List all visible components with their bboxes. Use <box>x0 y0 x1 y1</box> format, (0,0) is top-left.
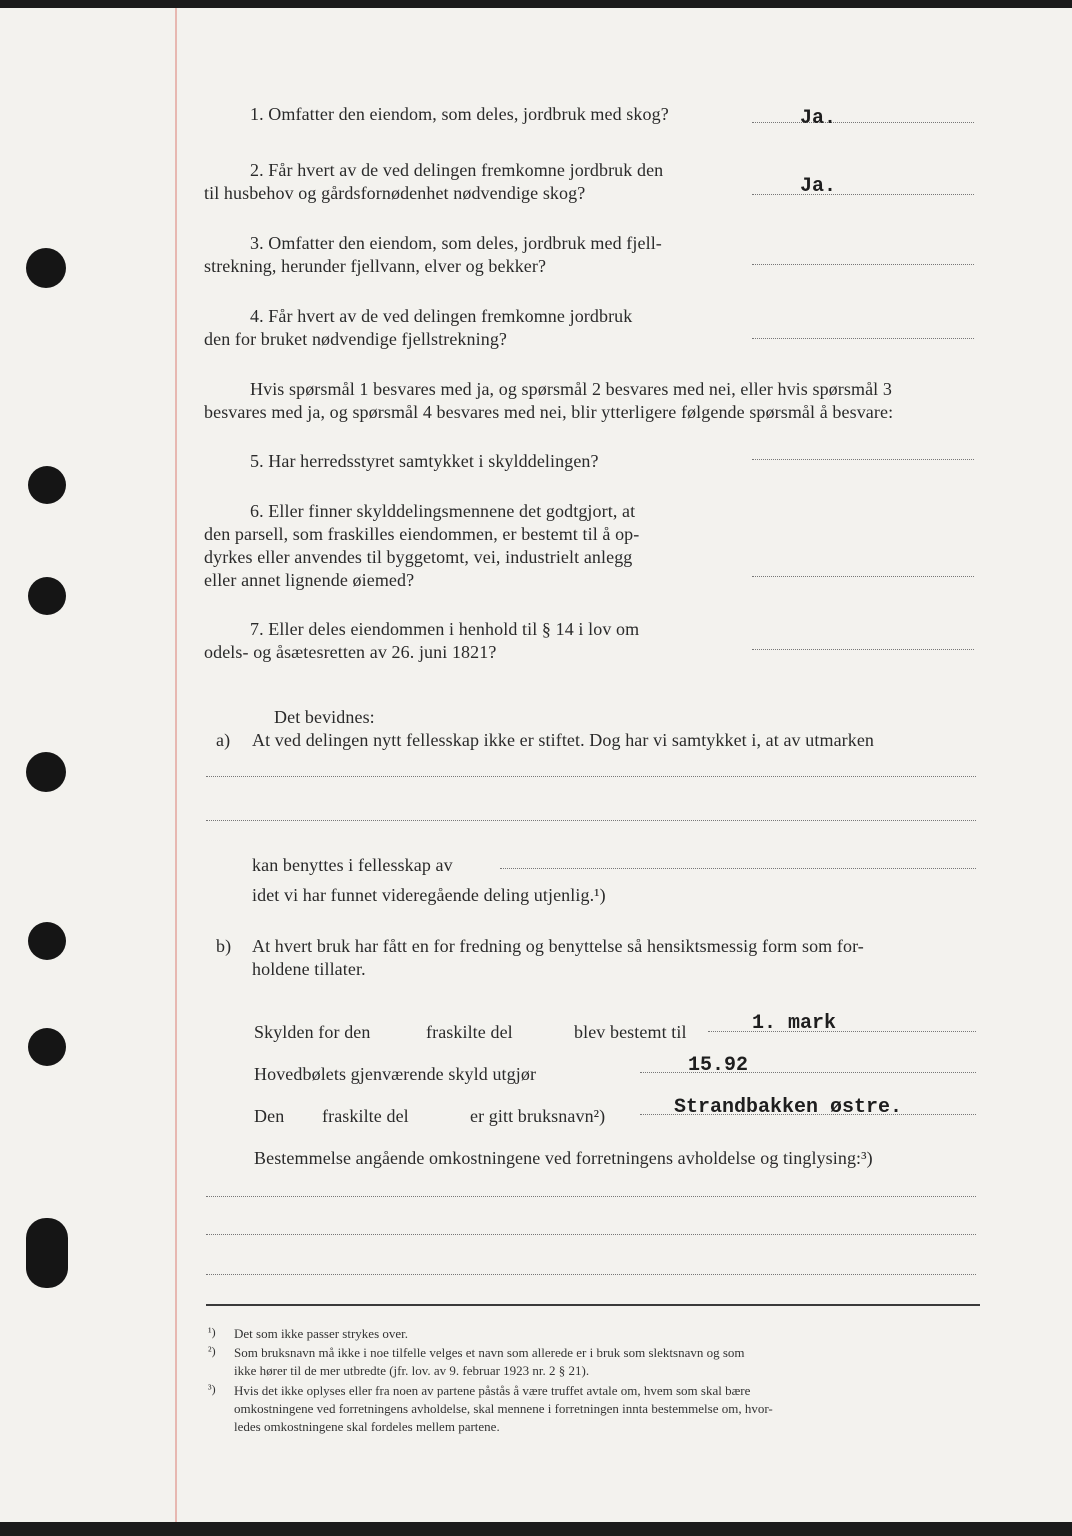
fill-line <box>500 868 976 869</box>
attestation-b-text-2: holdene tillater. <box>252 959 366 979</box>
question-3-line-1: 3. Omfatter den eiendom, som deles, jordbruk med fjell- <box>250 233 662 253</box>
fill-line <box>206 776 976 777</box>
question-2-line-2: til husbehov og gårdsfornødenhet nødvendige skog? <box>204 183 586 203</box>
fill-line <box>206 1274 976 1275</box>
question-4-line-1: 4. Får hvert av de ved delingen fremkomne jordbruk <box>250 306 633 326</box>
margin-line <box>175 8 177 1522</box>
fill-line <box>708 1031 976 1032</box>
punch-hole <box>28 1028 66 1066</box>
answer-line <box>752 264 974 265</box>
answer-line <box>752 576 974 577</box>
answer-line <box>752 338 974 339</box>
punch-hole <box>28 466 66 504</box>
fill-line <box>206 1234 976 1235</box>
question-5: 5. Har herredsstyret samtykket i skylddelingen? <box>250 451 599 471</box>
question-6-line-1: 6. Eller finner skylddelingsmennene det godtgjort, at <box>250 501 636 521</box>
attestation-heading: Det bevidnes: <box>274 707 375 727</box>
navn-label-1: Den <box>254 1106 285 1126</box>
attestation-a-label: a) <box>216 730 231 750</box>
fill-line <box>206 1196 976 1197</box>
footnote-3-line-3: ledes omkostningene skal fordeles mellem partene. <box>234 1419 500 1434</box>
footnote-mark-2: ²) <box>208 1344 216 1358</box>
question-3-line-2: strekning, herunder fjellvann, elver og bekker? <box>204 256 547 276</box>
footnote-mark-3: ³) <box>208 1382 216 1396</box>
skyld-label-2: fraskilte del <box>426 1022 513 1042</box>
bestemmelse-label: Bestemmelse angående omkostningene ved forretningens avholdelse og tinglysing:³) <box>254 1148 873 1168</box>
question-6-line-4: eller annet lignende øiemed? <box>204 570 415 590</box>
footnote-3-line-1: Hvis det ikke oplyses eller fra noen av partene påstås å være truffet avtale om, hvem som skal bære <box>234 1383 751 1398</box>
attestation-a-text: At ved delingen nytt fellesskap ikke er stiftet. Dog har vi samtykket i, at av utmarken <box>252 730 875 750</box>
question-4-line-2: den for bruket nødvendige fjellstrekning? <box>204 329 508 349</box>
footnote-3-line-2: omkostningene ved forretningens avholdelse, skal mennene i forretningen innta bestemmelse om, hvor- <box>234 1401 773 1416</box>
answer-line <box>752 122 974 123</box>
punch-hole <box>28 577 66 615</box>
question-7-line-1: 7. Eller deles eiendommen i henhold til § 14 i lov om <box>250 619 640 639</box>
navn-value: Strandbakken østre. <box>674 1096 903 1119</box>
conditional-text-line-1: Hvis spørsmål 1 besvares med ja, og spørsmål 2 besvares med nei, eller hvis spørsmål 3 <box>250 379 892 399</box>
navn-label-2: fraskilte del <box>322 1106 409 1126</box>
answer-line <box>752 194 974 195</box>
footnote-2-line-1: Som bruksnavn må ikke i noe tilfelle velges et navn som allerede er i bruk som slektsnavn og som <box>234 1345 745 1360</box>
punch-hole <box>26 248 66 288</box>
answer-1: Ja. <box>800 107 837 130</box>
attestation-b-text-1: At hvert bruk har fått en for fredning og benyttelse så hensiktsmessig form som for- <box>252 936 864 956</box>
footnote-mark-1: ¹) <box>208 1325 216 1339</box>
answer-line <box>752 459 974 460</box>
answer-line <box>752 649 974 650</box>
punch-hole <box>26 752 66 792</box>
punch-hole <box>26 1218 68 1288</box>
question-6-line-3: dyrkes eller anvendes til byggetomt, vei, industrielt anlegg <box>204 547 633 567</box>
footnote-rule <box>206 1304 980 1306</box>
hovedbol-value: 15.92 <box>688 1054 749 1077</box>
question-2-line-1: 2. Får hvert av de ved delingen fremkomne jordbruk den <box>250 160 664 180</box>
footnote-2-line-2: ikke hører til de mer utbredte (jfr. lov. av 9. februar 1923 nr. 2 § 21). <box>234 1363 590 1378</box>
skyld-label-3: blev bestemt til <box>574 1022 687 1042</box>
fill-line <box>206 820 976 821</box>
document-page <box>0 8 1072 1522</box>
navn-label-3: er gitt bruksnavn²) <box>470 1106 606 1126</box>
question-6-line-2: den parsell, som fraskilles eiendommen, er bestemt til å op- <box>204 524 640 544</box>
answer-2: Ja. <box>800 175 837 198</box>
hovedbol-label: Hovedbølets gjenværende skyld utgjør <box>254 1064 537 1084</box>
attestation-shared: kan benyttes i fellesskap av <box>252 855 453 875</box>
question-1: 1. Omfatter den eiendom, som deles, jordbruk med skog? <box>250 104 669 124</box>
conditional-text-line-2: besvares med ja, og spørsmål 4 besvares med nei, blir ytterligere følgende spørsmål å besvare: <box>204 402 894 422</box>
skyld-label-1: Skylden for den <box>254 1022 371 1042</box>
attestation-reason: idet vi har funnet videregående deling utjenlig.¹) <box>252 885 606 905</box>
question-7-line-2: odels- og åsætesretten av 26. juni 1821? <box>204 642 497 662</box>
punch-hole <box>28 922 66 960</box>
attestation-b-label: b) <box>216 936 232 956</box>
skyld-value: 1. mark <box>752 1012 837 1035</box>
footnote-1-line-1: Det som ikke passer strykes over. <box>234 1326 409 1341</box>
